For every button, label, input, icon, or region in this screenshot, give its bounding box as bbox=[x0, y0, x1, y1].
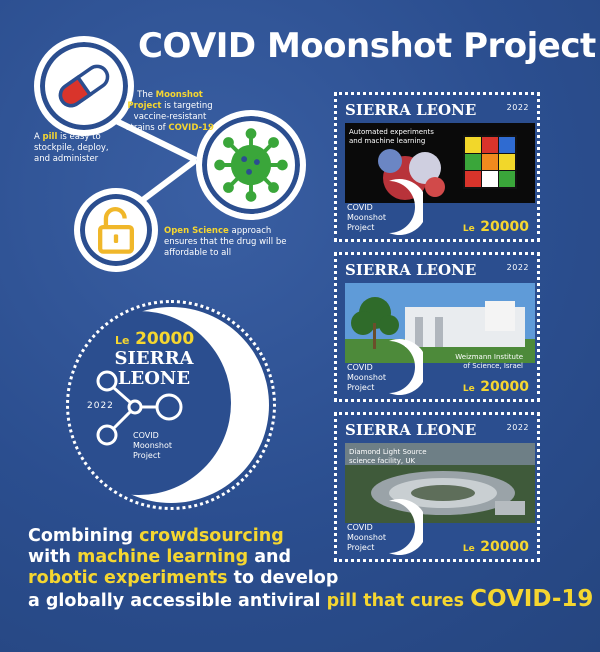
stamp-value: Le 20000 bbox=[462, 379, 529, 395]
stamp-caption: Automated experiments and machine learning bbox=[349, 128, 434, 145]
stamp-country: SIERRA LEONE bbox=[345, 261, 477, 279]
mission-statement: Combining crowdsourcing with machine learning and robotic experiments to develop a globally accessible antiviral pill that cures COVID-19 bbox=[28, 526, 594, 612]
stamp-year: 2022 bbox=[506, 103, 529, 112]
stamp-value: Le 20000 bbox=[462, 539, 529, 555]
open-lock-icon bbox=[80, 194, 152, 266]
stamp-value: Le 20000 bbox=[462, 219, 529, 235]
stamp-year: 2022 bbox=[506, 423, 529, 432]
stamp-automated-experiments bbox=[334, 92, 540, 242]
stamp-project: COVID Moonshot Project bbox=[133, 431, 173, 460]
stamp-value: Le 20000 bbox=[115, 329, 195, 349]
stamp-caption: Weizmann Institute of Science, Israel bbox=[455, 353, 523, 370]
stamp-year: 2022 bbox=[506, 263, 529, 272]
stamp-project: COVID Moonshot Project bbox=[347, 363, 387, 392]
pill-icon bbox=[40, 42, 128, 130]
lock-circle bbox=[74, 188, 158, 272]
page-title: COVID Moonshot Project bbox=[138, 26, 596, 66]
stamp-weizmann-institute bbox=[334, 252, 540, 402]
stamp-country: SIERRA LEONE bbox=[114, 348, 194, 389]
stamp-project: COVID Moonshot Project bbox=[347, 523, 387, 552]
stamp-caption: Diamond Light Source science facility, UK bbox=[349, 448, 427, 465]
open-science-note: Open Science approach ensures that the drug will be affordable to all bbox=[164, 226, 287, 258]
moonshot-note: The Moonshot Project is targeting vaccine-resistant strains of COVID-19 bbox=[126, 90, 214, 133]
pill-circle bbox=[34, 36, 134, 136]
stamp-country: SIERRA LEONE bbox=[345, 421, 477, 439]
stamp-year: 2022 bbox=[87, 401, 114, 411]
large-moon-stamp bbox=[66, 300, 276, 510]
stamp-country: SIERRA LEONE bbox=[345, 101, 477, 119]
pill-note: A pill is easy to stockpile, deploy, and administer bbox=[34, 132, 109, 164]
stamp-project: COVID Moonshot Project bbox=[347, 203, 387, 232]
